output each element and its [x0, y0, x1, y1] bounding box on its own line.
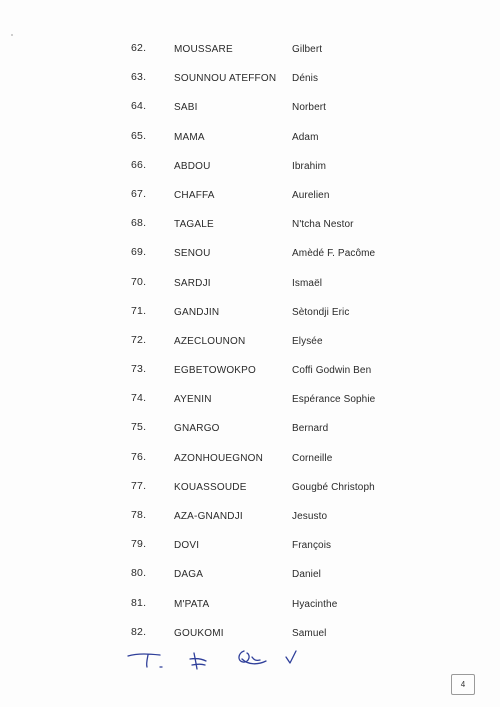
entry-first-name: Amèdé F. Pacôme — [292, 248, 376, 260]
list-item — [0, 36, 500, 65]
entry-first-name: Gilbert — [292, 44, 323, 55]
entry-last-name: GNARGO — [174, 423, 220, 435]
entry-number: 69. — [131, 246, 147, 259]
entry-last-name: MOUSSARE — [174, 44, 233, 55]
list-item — [0, 270, 500, 299]
page-number: 4 — [451, 674, 475, 695]
entry-number: 67. — [131, 187, 147, 200]
entry-last-name: AZONHOUEGNON — [174, 452, 264, 464]
entry-first-name: Espérance Sophie — [292, 394, 376, 406]
entry-first-name: Bernard — [292, 423, 329, 435]
list-item — [0, 182, 500, 211]
entry-first-name: Jesusto — [292, 511, 328, 522]
entry-number: 76. — [131, 450, 147, 463]
entry-number: 77. — [131, 479, 147, 492]
entry-number: 73. — [131, 363, 147, 376]
entry-number: 74. — [131, 392, 147, 405]
entry-first-name: Aurelien — [292, 189, 330, 201]
list-item — [0, 65, 500, 94]
list-item — [0, 357, 500, 386]
entry-last-name: DOVI — [174, 540, 200, 552]
signature-1 — [128, 654, 162, 667]
entry-first-name: Sètondji Eric — [292, 306, 350, 318]
entry-first-name: Hyacinthe — [292, 598, 338, 610]
list-item — [0, 94, 500, 123]
entry-last-name: SARDJI — [174, 277, 211, 289]
list-item — [0, 415, 500, 444]
entry-first-name: Ismaël — [292, 277, 323, 289]
list-item — [0, 503, 500, 532]
entry-first-name: Samuel — [292, 627, 327, 639]
entry-number: 72. — [131, 333, 147, 346]
entry-number: 66. — [131, 158, 147, 171]
entry-first-name: François — [292, 540, 332, 552]
entry-last-name: SENOU — [174, 248, 211, 260]
entry-last-name: SOUNNOU ATEFFON — [174, 73, 277, 85]
entry-last-name: EGBETOWOKPO — [174, 365, 257, 377]
entry-number: 63. — [131, 71, 147, 84]
entry-number: 82. — [131, 625, 147, 638]
entry-number: 64. — [131, 100, 147, 113]
entry-first-name: Coffi Godwin Ben — [292, 365, 372, 377]
list-item — [0, 561, 500, 590]
entry-number: 78. — [131, 509, 147, 521]
entry-first-name: Daniel — [292, 569, 321, 581]
list-item — [0, 211, 500, 240]
entry-number: 80. — [131, 567, 147, 580]
entry-number: 65. — [131, 129, 147, 142]
entry-first-name: N'tcha Nestor — [292, 219, 354, 231]
entry-last-name: AZA-GNANDJI — [174, 511, 243, 522]
entry-first-name: Elysée — [292, 335, 323, 347]
entry-first-name: Ibrahim — [292, 160, 327, 172]
list-item — [0, 328, 500, 357]
entry-last-name: CHAFFA — [174, 189, 215, 201]
entry-last-name: GANDJIN — [174, 306, 220, 318]
entry-last-name: DAGA — [174, 569, 204, 581]
entry-first-name: Corneille — [292, 452, 333, 464]
entry-last-name: SABI — [174, 102, 198, 114]
list-item — [0, 445, 500, 474]
entry-number: 81. — [131, 596, 147, 609]
list-item — [0, 299, 500, 328]
entry-last-name: AZECLOUNON — [174, 335, 246, 347]
initials-signatures — [120, 643, 320, 673]
entry-number: 75. — [131, 421, 147, 434]
entry-number: 68. — [131, 217, 147, 230]
signature-2 — [190, 653, 206, 669]
entry-last-name: ABDOU — [174, 160, 211, 172]
entry-last-name: M'PATA — [174, 598, 210, 610]
entry-number: 62. — [131, 42, 147, 54]
list-item — [0, 591, 500, 620]
list-item — [0, 153, 500, 182]
name-list — [0, 36, 500, 649]
entry-number: 70. — [131, 275, 147, 288]
list-item — [0, 474, 500, 503]
list-item — [0, 124, 500, 153]
list-item — [0, 532, 500, 561]
list-item — [0, 386, 500, 415]
signature-3 — [239, 651, 266, 664]
entry-number: 79. — [131, 538, 147, 551]
list-item — [0, 240, 500, 269]
entry-first-name: Norbert — [292, 102, 327, 114]
entry-last-name: TAGALE — [174, 219, 214, 231]
entry-last-name: MAMA — [174, 131, 205, 143]
entry-last-name: AYENIN — [174, 394, 212, 406]
entry-first-name: Adam — [292, 131, 319, 143]
entry-last-name: KOUASSOUDE — [174, 481, 247, 493]
entry-first-name: Dénis — [292, 73, 319, 85]
entry-number: 71. — [131, 304, 147, 317]
entry-first-name: Gougbé Christoph — [292, 481, 375, 493]
signature-ink — [128, 651, 296, 669]
entry-last-name: GOUKOMI — [174, 627, 224, 639]
signature-4 — [286, 651, 296, 663]
